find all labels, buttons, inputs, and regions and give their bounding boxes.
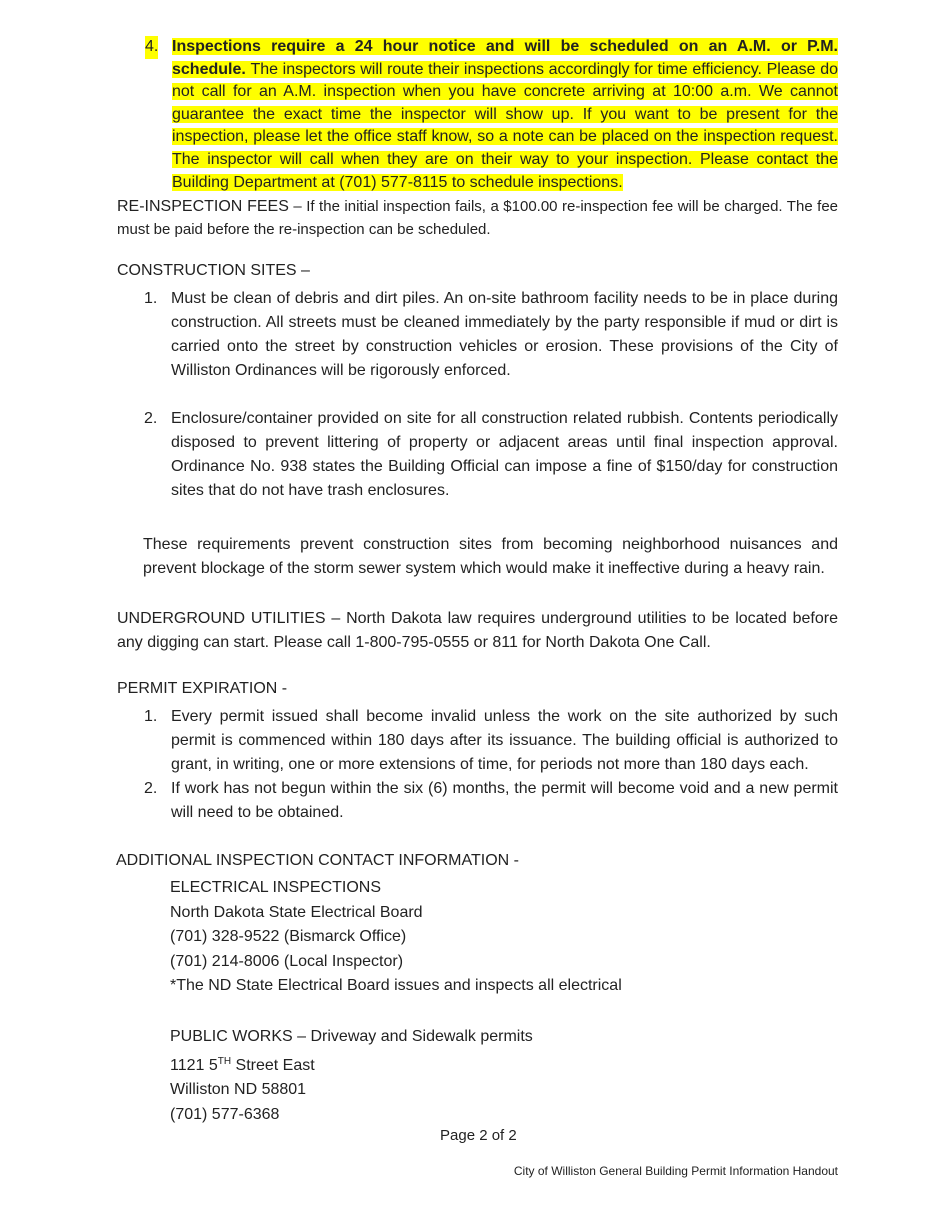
inspection-notice-bold: Inspections require a 24 hour notice and will be scheduled on an A.M. or P.M. schedule. [172,38,838,78]
inspection-notice-item [146,36,838,194]
construction-list [144,287,838,503]
item-number: 4. [145,36,158,59]
list-item-number: 2. [144,780,158,797]
list-item-text: If work has not begun within the six (6) months, the permit will become void and a new permit will need to be obtained. [171,780,838,821]
electrical-phone-local: (701) 214-8006 (Local Inspector) [170,952,404,970]
underground-text: – North Dakota law requires underground utilities to be located before any digging can start. Please call 1-800-795-0555 or 811 for North Dakota One Call. [117,610,838,651]
construction-note: These requirements prevent construction sites from becoming neighborhood nuisances and prevent blockage of the storm sewer system which would make it ineffective during a heavy rain. [143,536,838,577]
public-works-contact-block [170,1025,533,1127]
page-number: Page 2 of 2 [440,1127,517,1144]
electrical-board: North Dakota State Electrical Board [170,903,423,921]
list-item-text: Enclosure/container provided on site for all construction related rubbish. Contents periodically disposed to prevent littering of property or adjacent areas until final inspection approval. Ordinance No. 938 states the Building Official can impose a fine of $150/day for construction sites that do not have trash enclosures. [171,410,838,499]
underground-heading: UNDERGROUND UTILITIES [117,610,326,627]
electrical-contact-block [170,876,622,999]
public-works-phone: (701) 577-6368 [170,1105,280,1123]
construction-sites-heading: CONSTRUCTION SITES – [117,262,310,279]
reinspection-heading: RE-INSPECTION FEES [117,198,289,215]
list-item [144,705,838,777]
public-works-address [170,1050,533,1079]
expiration-list [144,705,838,825]
public-works-city: Williston ND 58801 [170,1081,307,1098]
list-item-text: Every permit issued shall become invalid unless the work on the site authorized by such permit is commenced within 180 days after its issuance. The building official is authorized to grant, in writing, one or more extensions of time, for periods not more than 180 days each. [171,708,838,773]
additional-contact-heading: ADDITIONAL INSPECTION CONTACT INFORMATION - [116,852,519,869]
street-number: 1121 5 [170,1056,218,1074]
list-item-number: 1. [144,708,158,725]
list-item-number: 2. [144,410,158,427]
street-suffix: TH [217,1055,232,1067]
list-item [144,287,838,383]
list-item [144,777,838,825]
list-item-text: Must be clean of debris and dirt piles. An on-site bathroom facility needs to be in place during construction. All streets must be cleaned immediately by the party responsible if mud or dirt is carried onto the street by construction vehicles or erosion. These provisions of the City of Williston Ordinances will be rigorously enforced. [171,290,838,379]
electrical-note: *The ND State Electrical Board issues and inspects all electrical [170,977,622,994]
electrical-title: ELECTRICAL INSPECTIONS [170,879,382,896]
document-footer-title: City of Williston General Building Permit Information Handout [513,1164,838,1178]
reinspection-text: – If the initial inspection fails, a $100.00 re-inspection fee will be charged. The fee must be paid before the re-inspection can be scheduled. [117,198,839,238]
street-name: Street East [231,1056,315,1074]
reinspection-fees-paragraph [117,195,838,241]
inspection-notice-text: The inspectors will route their inspections accordingly for time efficiency. Please do not call for an A.M. inspection when you have concrete arriving at 10:00 a.m. We cannot guarantee the exact time the inspector will show up. If you want to be present for the inspection, please let the office staff know, so a note can be placed on the inspection request. The inspector will call when they are on their way to your inspection. Please contact the Building Department at (701) 577-8115 to schedule inspections. [172,60,838,191]
electrical-phone-bismarck: (701) 328-9522 (Bismarck Office) [170,928,407,945]
public-works-title: PUBLIC WORKS – Driveway and Sidewalk permits [170,1028,533,1045]
list-item-number: 1. [144,290,158,307]
permit-expiration-heading: PERMIT EXPIRATION - [117,680,288,697]
list-item [144,407,838,503]
underground-utilities-paragraph [117,607,838,655]
